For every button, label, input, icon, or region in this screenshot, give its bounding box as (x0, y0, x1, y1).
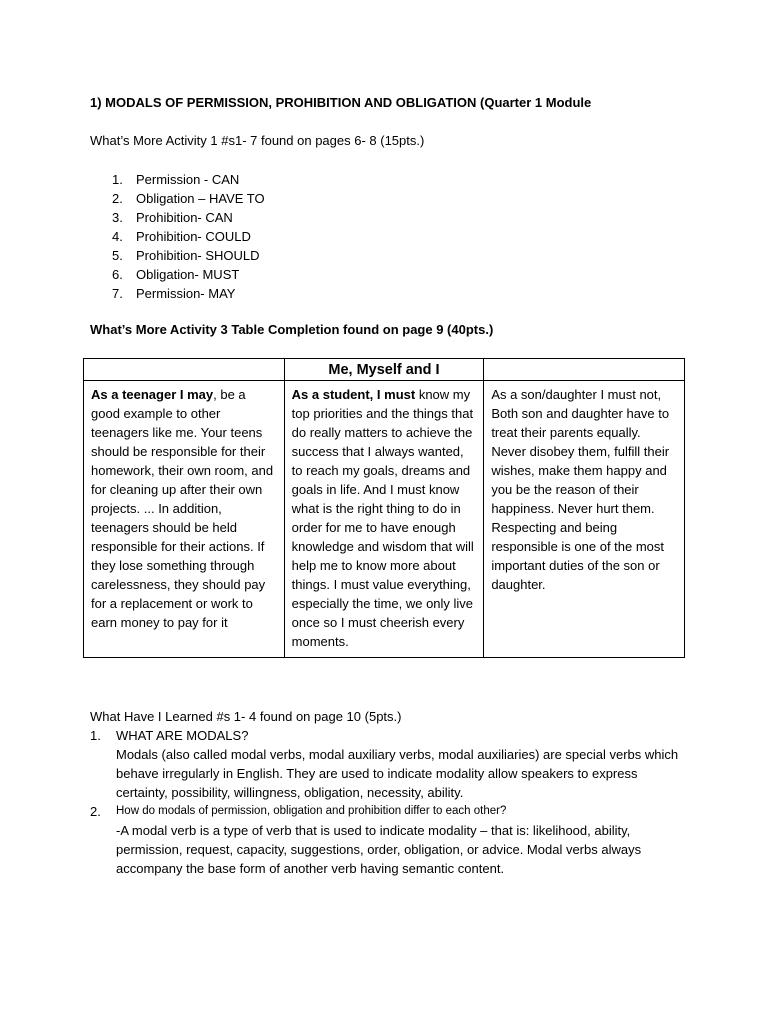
table-row (84, 381, 685, 658)
list-item: 1. Permission - CAN (112, 172, 240, 187)
question-text: How do modals of permission, obligation and prohibition differ to each other? (116, 805, 507, 817)
learned-item-1: 1. WHAT ARE MODALS? Modals (also called modal verbs, modal auxiliary verbs, modal auxiliaries) are special verbs which behave irregularly in English. They are used to indicate modality allow speakers to express certainty, possibility, willingness, obligation, necessity, ability. (90, 726, 690, 802)
list-item: 2. Obligation – HAVE TO (112, 191, 265, 206)
list-item: 6. Obligation- MUST (112, 267, 240, 282)
learned-title: What Have I Learned #s 1- 4 found on page 10 (5pts.) (90, 709, 402, 724)
table-header-empty-right (484, 359, 685, 381)
table-header-empty-left (84, 359, 285, 381)
activity1-answer-list (90, 170, 265, 303)
list-item: 5. Prohibition- SHOULD (112, 248, 260, 263)
learned-item-2: 2. How do modals of permission, obligation and prohibition differ to each other? -A modal verb is a type of verb that is used to indicate modality – that is: likelihood, ability, permission, request, capacity, suggestions, order, obligation, or advice. Modal verbs always accompany the base form of another verb having semantic content. (90, 802, 690, 878)
what-have-i-learned-section (90, 707, 690, 878)
list-item: 3. Prohibition- CAN (112, 210, 233, 225)
list-item: 4. Prohibition- COULD (112, 229, 251, 244)
table-header-title: Me, Myself and I (284, 359, 484, 381)
answer-text: -A modal verb is a type of verb that is used to indicate modality – that is: likelihood, ability, permission, request, capacity, suggestions, order, obligation, or advice. Modal verbs always accompany the base form of another verb having semantic content. (116, 823, 642, 876)
question-text: WHAT ARE MODALS? (116, 728, 249, 743)
son-daughter-cell: As a son/daughter I must not, Both son and daughter have to treat their parents equally. Never disobey them, fulfill their wishes, make them happy and you be the reason of their happiness. Never hurt them. Respecting and being responsible is one of the most important duties of the son or daughter. (484, 381, 685, 658)
activity3-title: What’s More Activity 3 Table Completion found on page 9 (40pts.) (90, 322, 494, 337)
list-item: 7. Permission- MAY (112, 286, 236, 301)
answer-text: Modals (also called modal verbs, modal auxiliary verbs, modal auxiliaries) are special verbs which behave irregularly in English. They are used to indicate modality allow speakers to express certainty, possibility, willingness, obligation, necessity, ability. (116, 747, 679, 800)
teenager-cell: As a teenager I may, be a good example to other teenagers like me. Your teens should be responsible for their homework, their own room, and for cleaning up after their own projects. ... In addition, teenagers should be held responsible for their actions. If they lose something through carelessness, they should pay for a replacement or work to earn money to pay for it (84, 381, 285, 658)
activity1-title: What’s More Activity 1 #s1- 7 found on pages 6- 8 (15pts.) (90, 133, 425, 148)
student-cell: As a student, I must know my top priorities and the things that do really matters to achieve the success that I always wanted, to reach my goals, dreams and goals in life. And I must know what is the right thing to do in order for me to have enough knowledge and wisdom that will help me to know more about things. I must value everything, especially the time, we only live once so I must cheerish every moments. (284, 381, 484, 658)
table-header-row (84, 359, 685, 381)
me-myself-table (83, 358, 685, 658)
section-heading: 1) MODALS OF PERMISSION, PROHIBITION AND OBLIGATION (Quarter 1 Module (90, 95, 592, 110)
